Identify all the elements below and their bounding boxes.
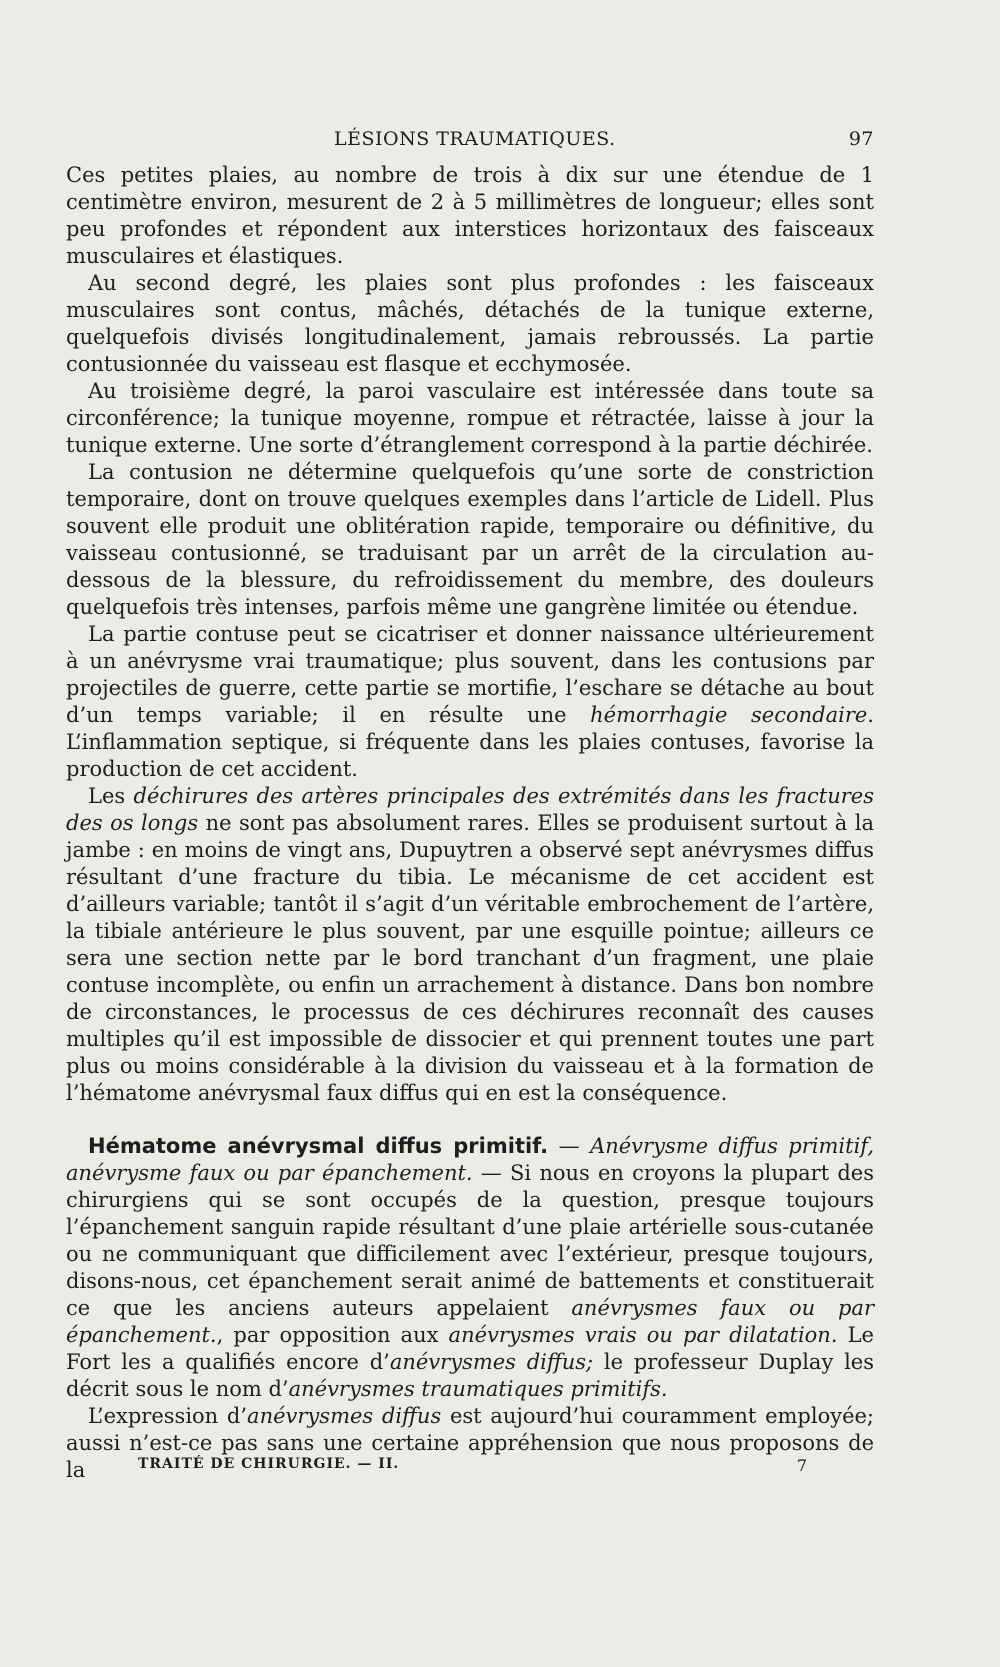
header-title: LÉSIONS TRAUMATIQUES. bbox=[334, 128, 616, 150]
italic-term: anévrysmes faux ou par épanchement. bbox=[66, 1296, 874, 1347]
paragraph bbox=[66, 378, 874, 459]
section-heading: Hématome anévrysmal diffus primitif. bbox=[88, 1134, 549, 1158]
paragraph bbox=[66, 270, 874, 378]
text-run: le professeur Duplay les décrit sous le nom d’ bbox=[66, 1350, 874, 1401]
paragraph bbox=[66, 162, 874, 270]
text-run: Ces petites plaies, au nombre de trois à dix sur une étendue de 1 centimètre environ, mesurent de 2 à 5 millimètres de longueur; elles sont peu profondes et répondent aux interstices horizontaux des faisceaux musculaires et élastiques. bbox=[66, 163, 874, 268]
paragraph bbox=[66, 783, 874, 1107]
text-run: . L’inflammation septique, si fréquente dans les plaies contuses, favorise la production de cet accident. bbox=[66, 703, 874, 781]
italic-term: anévrysmes vrais ou par dilatation. bbox=[448, 1323, 838, 1347]
text-run: La partie contuse peut se cicatriser et donner naissance ultérieurement à un anévrysme vrai traumatique; plus souvent, dans les contusions par projectiles de guerre, cette partie se mortifie, l’eschare se détache au bout d’un temps variable; il en résulte une bbox=[66, 622, 874, 727]
text-run: — bbox=[548, 1134, 591, 1158]
text-run: L’expression d’ bbox=[88, 1404, 248, 1428]
paragraph bbox=[66, 459, 874, 621]
body-text bbox=[66, 162, 874, 1484]
italic-term: anévrysmes diffus bbox=[247, 1404, 442, 1428]
page-number: 97 bbox=[848, 128, 874, 150]
text-run: , par opposition aux bbox=[216, 1323, 449, 1347]
section-paragraph bbox=[66, 1133, 874, 1403]
italic-term: Anévrysme diffus primitif, anévrysme faux ou par épanchement. bbox=[66, 1134, 874, 1185]
signature-mark: 7 bbox=[796, 1456, 808, 1475]
text-run: La contusion ne détermine quelquefois qu’une sorte de constriction temporaire, dont on trouve quelques exemples dans l’article de Lidell. Plus souvent elle produit une oblitération rapide, temporaire ou définitive, du vaisseau contusionné, se traduisant par un arrêt de la circulation au-dessous de la blessure, du refroidissement du membre, des douleurs quelquefois très intenses, parfois même une gangrène limitée ou étendue. bbox=[66, 460, 874, 619]
italic-term: déchirures des artères principales des extrémités dans les fractures des os longs bbox=[66, 784, 874, 835]
text-run: — Si nous en croyons la plupart des chirurgiens qui se sont occupés de la question, presque toujours l’épanchement sanguin rapide résultant d’une plaie artérielle sous-cutanée ou ne communiquant que difficilement avec l’extérieur, presque toujours, disons-nous, cet épanchement serait animé de battements et constituerait ce que les anciens auteurs appelaient bbox=[66, 1161, 875, 1320]
text-run: Au troisième degré, la paroi vasculaire est intéressée dans toute sa circonférence; la tunique moyenne, rompue et rétractée, laisse à jour la tunique externe. Une sorte d’étranglement correspond à la partie déchirée. bbox=[66, 379, 874, 457]
paragraph bbox=[66, 621, 874, 783]
italic-term: anévrysmes traumatiques primitifs. bbox=[288, 1377, 668, 1401]
italic-term: anévrysmes diffus; bbox=[389, 1350, 594, 1374]
text-run: Au second degré, les plaies sont plus profondes : les faisceaux musculaires sont contus, mâchés, détachés de la tunique externe, quelquefois divisés longitudinalement, jamais rebroussés. La partie contusionnée du vaisseau est flasque et ecchymosée. bbox=[66, 271, 874, 376]
footer-signature: TRAITÉ DE CHIRURGIE. — II. bbox=[138, 1456, 400, 1472]
page-footer bbox=[138, 1456, 808, 1478]
text-run: Le Fort les a qualifiés encore d’ bbox=[66, 1323, 874, 1374]
text-run: est aujourd’hui couramment employée; aussi n’est-ce pas sans une certaine appréhension que nous proposons de la bbox=[66, 1404, 875, 1482]
running-header bbox=[66, 128, 874, 154]
text-run: ne sont pas absolument rares. Elles se produisent surtout à la jambe : en moins de vingt ans, Dupuytren a observé sept anévrysmes diffus résultant d’une fracture du tibia. Le mécanisme de cet accident est d’ailleurs variable; tantôt il s’agit d’un véritable embrochement de l’artère, la tibiale antérieure le plus souvent, par une esquille pointue; ailleurs ce sera une section nette par le bord tranchant d’un fragment, une plaie contuse incomplète, ou enfin un arrachement à distance. Dans bon nombre de circonstances, le processus de ces déchirures reconnaît des causes multiples qu’il est impossible de dissocier et qui prennent toutes une part plus ou moins considérable à la division du vaisseau et à la formation de l’hématome anévrysmal faux diffus qui en est la conséquence. bbox=[66, 811, 874, 1105]
text-run: Les bbox=[88, 784, 134, 808]
italic-term: hémorrhagie secondaire bbox=[590, 703, 868, 727]
